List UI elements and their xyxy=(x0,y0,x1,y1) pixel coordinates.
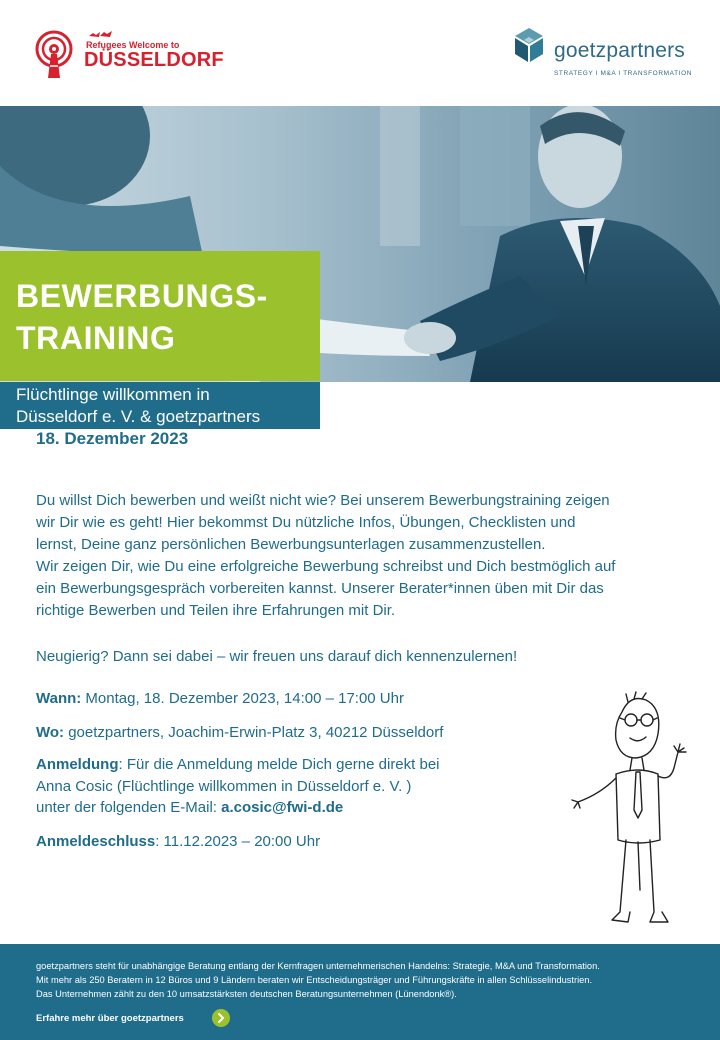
deadline-row xyxy=(36,833,320,850)
registration-row xyxy=(36,756,440,773)
page-title-line2: TRAINING xyxy=(16,320,176,356)
title-banner xyxy=(0,251,320,381)
logo-tagline: STRATEGY I M&A I TRANSFORMATION xyxy=(554,70,693,77)
subtitle-line2: Düsseldorf e. V. & goetzpartners xyxy=(16,407,261,426)
paragraph-line: lernst, Deine ganz persönlichen Bewerbungsunterlagen zusammenzustellen. xyxy=(36,536,546,553)
radio-tower-target-icon xyxy=(34,30,78,80)
cartoon-man-illustration xyxy=(570,690,700,940)
goetzpartners-logo xyxy=(512,26,693,82)
deadline-value: : 11.12.2023 – 20:00 Uhr xyxy=(155,833,321,850)
footer-text-line: Mit mehr als 250 Beratern in 12 Büros und 9 Ländern beraten wir Entscheidungsträger und Führungskräfte in allen Schlüsselindustrien. xyxy=(36,975,593,985)
logo-city-name: DÜSSELDORF xyxy=(84,49,224,71)
when-value: Montag, 18. Dezember 2023, 14:00 – 17:00 Uhr xyxy=(81,690,404,707)
birds-icon xyxy=(88,30,114,40)
where-row xyxy=(36,724,443,741)
refugees-welcome-logo xyxy=(34,30,224,82)
page-title-line1: BEWERBUNGS- xyxy=(16,278,268,314)
footer-text-line: goetzpartners steht für unabhängige Beratung entlang der Kernfragen unternehmerischen Handelns: Strategie, M&A und Transformation. xyxy=(36,961,600,971)
paragraph-line: wir Dir wie es geht! Hier bekommst Du nützliche Infos, Übungen, Checklisten und xyxy=(36,514,576,531)
paragraph-line: richtige Bewerben und Teilen ihre Erfahrungen mit Dir. xyxy=(36,602,396,619)
paragraph-line: Du willst Dich bewerben und weißt nicht wie? Bei unserem Bewerbungstraining zeigen xyxy=(36,492,610,509)
registration-email-intro: unter der folgenden E-Mail: xyxy=(36,799,222,816)
subtitle-line1: Flüchtlinge willkommen in xyxy=(16,385,210,404)
email-link[interactable]: a.cosic@fwi-d.de xyxy=(221,799,344,816)
registration-email-row xyxy=(36,799,343,816)
arrow-right-circle-icon[interactable] xyxy=(212,1009,230,1027)
footer-text-line: Das Unternehmen zählt zu den 10 umsatzstärksten deutschen Beratungsunternehmen (Lünendonk®). xyxy=(36,989,457,999)
teaser-text: Neugierig? Dann sei dabei – wir freuen uns darauf dich kennenzulernen! xyxy=(36,648,518,665)
registration-contact: Anna Cosic (Flüchtlinge willkommen in Düsseldorf e. V. ) xyxy=(36,778,412,795)
registration-text: : Für die Anmeldung melde Dich gerne direkt bei xyxy=(118,756,440,773)
logo-company-name: goetzpartners xyxy=(554,39,686,62)
registration-label: Anmeldung xyxy=(36,756,119,773)
learn-more-link[interactable]: Erfahre mehr über goetzpartners xyxy=(36,1013,184,1024)
when-label: Wann: xyxy=(36,690,82,707)
where-label: Wo: xyxy=(36,724,65,741)
cube-logo-icon xyxy=(512,26,546,64)
event-date: 18. Dezember 2023 xyxy=(36,429,189,448)
where-value: goetzpartners, Joachim-Erwin-Platz 3, 40212 Düsseldorf xyxy=(64,724,444,741)
logo-tagline: Refugees Welcome to xyxy=(86,40,180,50)
deadline-label: Anmeldeschluss xyxy=(36,833,156,850)
when-row xyxy=(36,690,404,707)
paragraph-line: ein Bewerbungsgespräch vorbereiten kannst. Unserer Berater*innen üben mit Dir das xyxy=(36,580,604,597)
paragraph-line: Wir zeigen Dir, wie Du eine erfolgreiche Bewerbung schreibst und Dich bestmöglich auf xyxy=(36,558,616,575)
